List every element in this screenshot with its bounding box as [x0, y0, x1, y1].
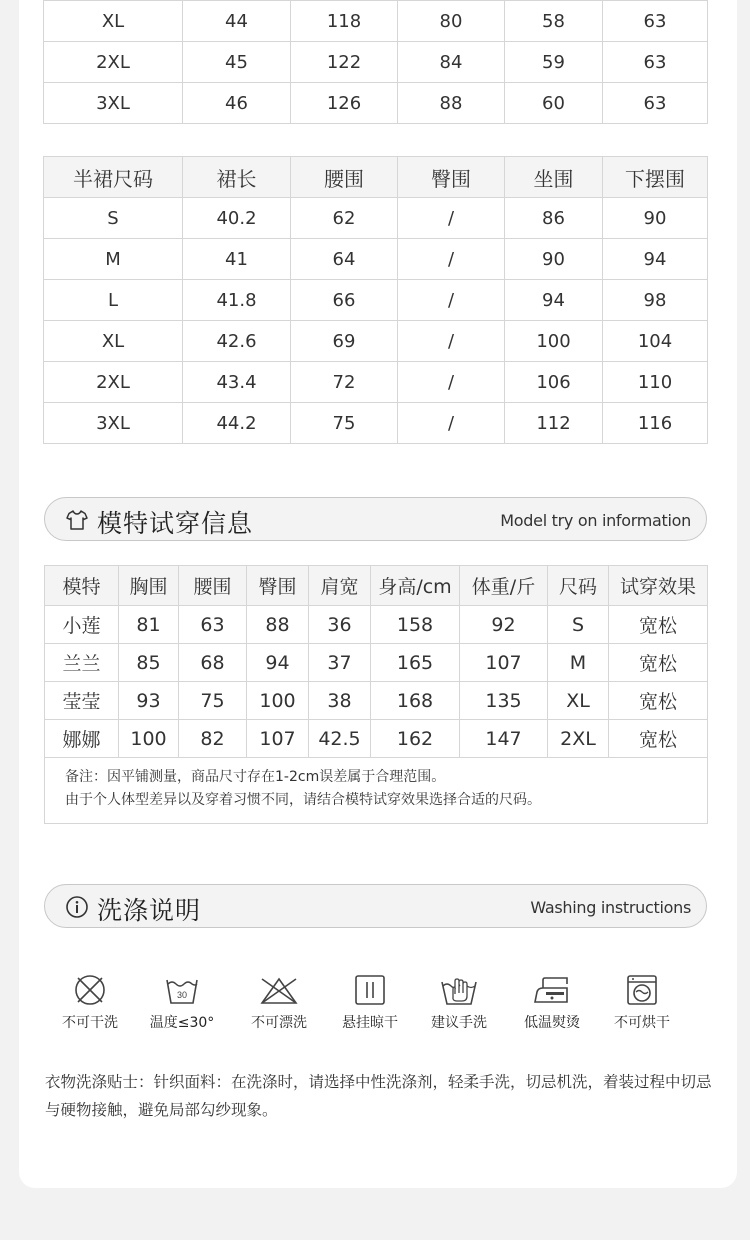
hang-dry-icon — [352, 972, 388, 1008]
wash-item-hand-wash — [414, 972, 504, 1032]
table-cell: 104 — [603, 321, 708, 362]
table-cell: 106 — [505, 362, 603, 403]
note-line-2: 由于个人体型差异以及穿着习惯不同，请结合模特试穿效果选择合适的尺码。 — [65, 792, 541, 808]
table-header-cell: 坐围 — [505, 157, 603, 198]
table-cell: 2XL — [44, 42, 183, 83]
table-cell: 75 — [291, 403, 398, 444]
table-cell: 80 — [398, 1, 505, 42]
wash-info-title: 洗涤说明 — [97, 896, 202, 925]
table-cell: 小莲 — [45, 606, 119, 644]
table-cell: / — [398, 198, 505, 239]
table-cell: 88 — [398, 83, 505, 124]
table-cell: 135 — [460, 682, 548, 720]
table-header-cell: 体重/斤 — [460, 566, 548, 606]
table-cell: 3XL — [44, 403, 183, 444]
table-cell: M — [44, 239, 183, 280]
table-cell: 63 — [603, 83, 708, 124]
table-header-cell: 肩宽 — [309, 566, 371, 606]
table-cell: 82 — [179, 720, 247, 758]
table-row — [44, 403, 708, 444]
table-cell: M — [548, 644, 609, 682]
table-cell: 94 — [603, 239, 708, 280]
table-cell: 93 — [119, 682, 179, 720]
table-cell: 66 — [291, 280, 398, 321]
table-cell: 宽松 — [609, 720, 708, 758]
table-cell: / — [398, 280, 505, 321]
wash-temp-text: 30 — [176, 990, 188, 1000]
table-cell: 90 — [505, 239, 603, 280]
table-row — [45, 682, 708, 720]
table-cell: 莹莹 — [45, 682, 119, 720]
model-info-title: 模特试穿信息 — [97, 509, 254, 538]
table-cell: 126 — [291, 83, 398, 124]
wash-item-no-bleach — [234, 972, 324, 1032]
table-cell: 116 — [603, 403, 708, 444]
table-row — [44, 1, 708, 42]
table-cell: 122 — [291, 42, 398, 83]
table-row — [44, 280, 708, 321]
table-row — [44, 239, 708, 280]
table-header-row — [45, 566, 708, 606]
wash-item-low-iron — [507, 972, 597, 1032]
wash-item-hang-dry — [325, 972, 415, 1032]
table-cell: 63 — [603, 1, 708, 42]
table-cell: 118 — [291, 1, 398, 42]
table-cell: S — [44, 198, 183, 239]
table-cell: XL — [548, 682, 609, 720]
wash-label: 不可烘干 — [614, 1015, 670, 1031]
table-cell: / — [398, 321, 505, 362]
no-dry-clean-icon — [72, 972, 108, 1008]
wash-label: 低温熨烫 — [524, 1015, 580, 1031]
table-header-cell: 模特 — [45, 566, 119, 606]
table-cell: 165 — [371, 644, 460, 682]
table-cell: 158 — [371, 606, 460, 644]
wash-label: 建议手洗 — [431, 1015, 487, 1031]
table-cell: 81 — [119, 606, 179, 644]
table-cell: 宽松 — [609, 644, 708, 682]
table-cell: 42.5 — [309, 720, 371, 758]
table-cell: 60 — [505, 83, 603, 124]
table-cell: 68 — [179, 644, 247, 682]
table-row — [44, 198, 708, 239]
table-cell: 36 — [309, 606, 371, 644]
table-cell: 94 — [505, 280, 603, 321]
no-bleach-icon — [259, 972, 299, 1008]
table-header-cell: 尺码 — [548, 566, 609, 606]
wash-30-icon — [164, 972, 200, 1008]
table-cell: L — [44, 280, 183, 321]
wash-icon-row — [50, 972, 700, 1042]
info-icon — [65, 895, 89, 919]
table-row — [44, 362, 708, 403]
table-cell: 72 — [291, 362, 398, 403]
table-cell: 168 — [371, 682, 460, 720]
table-cell: 37 — [309, 644, 371, 682]
table-header-row — [44, 157, 708, 198]
table-cell: 38 — [309, 682, 371, 720]
table-header-cell: 胸围 — [119, 566, 179, 606]
wash-item-no-tumble-dry — [597, 972, 687, 1032]
table-cell: 162 — [371, 720, 460, 758]
table-cell: 94 — [247, 644, 309, 682]
table-cell: 63 — [603, 42, 708, 83]
table-cell: 107 — [460, 644, 548, 682]
table-cell: XL — [44, 1, 183, 42]
table-cell: 62 — [291, 198, 398, 239]
model-tryon-table — [44, 565, 708, 824]
note-line-1: 备注：因平铺测量，商品尺寸存在1-2cm误差属于合理范围。 — [65, 769, 446, 785]
table-cell: 45 — [183, 42, 291, 83]
table-cell: 107 — [247, 720, 309, 758]
table-cell: 42.6 — [183, 321, 291, 362]
table-row — [45, 720, 708, 758]
table-cell: 64 — [291, 239, 398, 280]
table-cell: 2XL — [548, 720, 609, 758]
table-cell: 69 — [291, 321, 398, 362]
table-cell: 59 — [505, 42, 603, 83]
table-cell: 娜娜 — [45, 720, 119, 758]
table-cell: XL — [44, 321, 183, 362]
table-cell: 110 — [603, 362, 708, 403]
wash-label: 温度≤30° — [149, 1015, 215, 1031]
table-header-cell: 试穿效果 — [609, 566, 708, 606]
table-cell: 92 — [460, 606, 548, 644]
table-header-cell: 臀围 — [398, 157, 505, 198]
table-header-cell: 半裙尺码 — [44, 157, 183, 198]
table-cell: 90 — [603, 198, 708, 239]
table-header-cell: 腰围 — [291, 157, 398, 198]
table-cell: 宽松 — [609, 606, 708, 644]
table-header-cell: 身高/cm — [371, 566, 460, 606]
table-cell: 40.2 — [183, 198, 291, 239]
table-row — [45, 644, 708, 682]
top-size-table — [43, 0, 708, 124]
table-header-cell: 裙长 — [183, 157, 291, 198]
table-cell: 88 — [247, 606, 309, 644]
table-cell: / — [398, 362, 505, 403]
table-row — [44, 42, 708, 83]
table-cell: 100 — [505, 321, 603, 362]
table-cell: 84 — [398, 42, 505, 83]
model-info-subtitle: Model try on information — [500, 511, 691, 530]
table-row — [44, 321, 708, 362]
table-note-row — [45, 758, 708, 824]
no-tumble-dry-icon — [624, 972, 660, 1008]
wash-label: 不可漂洗 — [251, 1015, 307, 1031]
table-cell: 112 — [505, 403, 603, 444]
wash-label: 不可干洗 — [62, 1015, 118, 1031]
wash-item-no-dry-clean — [45, 972, 135, 1032]
table-cell: 147 — [460, 720, 548, 758]
table-header-cell: 下摆围 — [603, 157, 708, 198]
table-cell: 兰兰 — [45, 644, 119, 682]
wash-info-subtitle: Washing instructions — [530, 898, 691, 917]
table-cell: 44 — [183, 1, 291, 42]
table-cell: / — [398, 239, 505, 280]
tshirt-icon — [65, 508, 89, 532]
model-info-header — [44, 497, 707, 541]
table-cell: 44.2 — [183, 403, 291, 444]
table-row — [44, 83, 708, 124]
table-cell: 98 — [603, 280, 708, 321]
table-cell: 41 — [183, 239, 291, 280]
table-header-cell: 臀围 — [247, 566, 309, 606]
table-cell: 75 — [179, 682, 247, 720]
table-cell: 宽松 — [609, 682, 708, 720]
wash-info-header — [44, 884, 707, 928]
hand-wash-icon — [439, 972, 479, 1008]
table-cell: 43.4 — [183, 362, 291, 403]
table-cell: 85 — [119, 644, 179, 682]
table-cell: S — [548, 606, 609, 644]
table-note — [45, 758, 708, 824]
skirt-size-table — [43, 156, 708, 444]
table-cell: 100 — [119, 720, 179, 758]
low-iron-icon — [532, 972, 572, 1008]
table-cell: 2XL — [44, 362, 183, 403]
wash-item-30 — [137, 972, 227, 1032]
table-cell: 63 — [179, 606, 247, 644]
wash-label: 悬挂晾干 — [342, 1015, 398, 1031]
table-cell: / — [398, 403, 505, 444]
table-cell: 41.8 — [183, 280, 291, 321]
table-cell: 58 — [505, 1, 603, 42]
table-header-cell: 腰围 — [179, 566, 247, 606]
wash-tips: 衣物洗涤贴士：针织面料：在洗涤时，请选择中性洗涤剂，轻柔手洗，切忌机洗，着装过程中切忌与硬物接触，避免局部勾纱现象。 — [45, 1073, 712, 1119]
table-cell: 100 — [247, 682, 309, 720]
table-row — [45, 606, 708, 644]
table-cell: 3XL — [44, 83, 183, 124]
table-cell: 86 — [505, 198, 603, 239]
table-cell: 46 — [183, 83, 291, 124]
